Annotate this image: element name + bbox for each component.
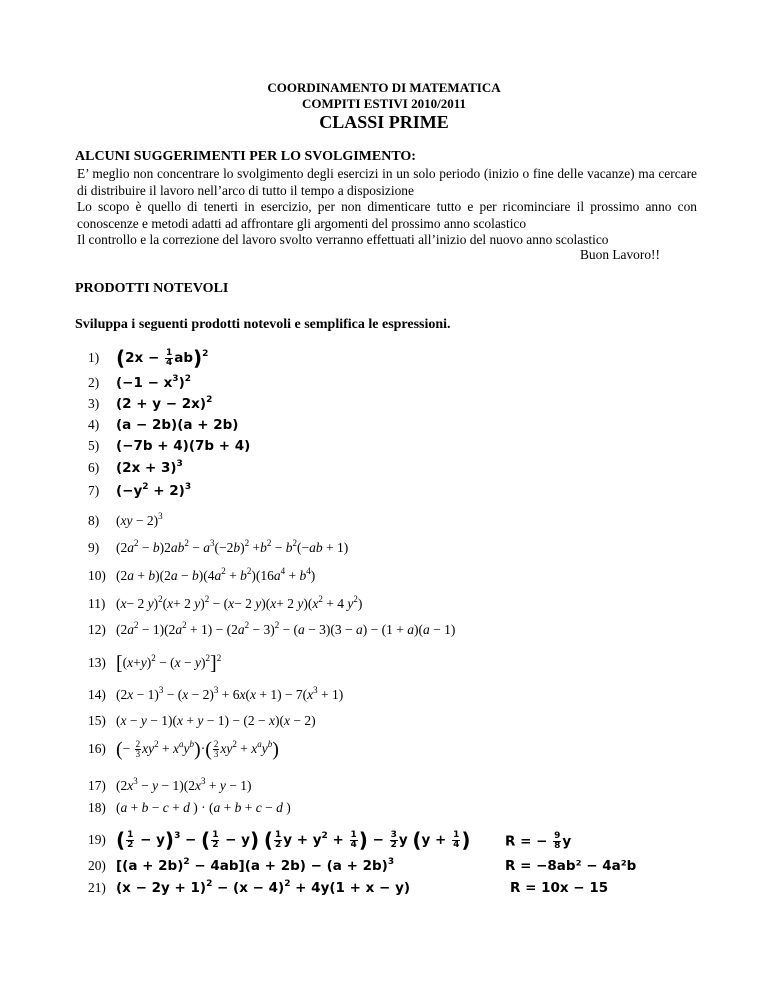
exercise-8: 8) (xy − 2)$^3$	[88, 511, 163, 528]
suggestions-title: ALCUNI SUGGERIMENTI PER LO SVOLGIMENTO:	[75, 149, 416, 164]
header-assignment: COMPITI ESTIVI 2010/2011	[302, 96, 466, 111]
exercise-3: 3) $(2 + y - 2x)^2$	[88, 395, 213, 412]
exercise-20: 20) $[(a + 2b)^2 - 4ab](a + 2b) - (a + 2b)^3$	[88, 857, 395, 874]
exercise-6: 6) $(2x + 3)^3$	[88, 459, 183, 476]
suggestion-paragraph-3: Il controllo e la correzione del lavoro svolto verranno effettuati all’inizio del nuovo anno scolastico	[77, 232, 609, 247]
exercise-19: 19) ( $\frac{1}{2}$ − y)$^3$ − ( $\frac{1}{2}$ − y) ( $\frac{1}{2}$ $y + y^2$ + $\frac{1}{4}$ ) − $\frac{3}{2}$ y (y + $\frac{1}{4}$ )	[88, 828, 471, 852]
closing-greeting: Buon Lavoro!!	[580, 247, 660, 262]
suggestion-paragraph-2: Lo scopo è quello di tenerti in esercizio, per non dimenticare tutto e per ricominciare il prossimo anno con conoscenze e metodi adatti ad affrontare gli argomenti del prossimo anno scolastico	[77, 199, 697, 231]
exercise-16: 16) (− $\frac{2}{3}$ $xy^2 + x^ay^b)\cdot$( $\frac{2}{3}$ $xy^2 + x^ay^b$)	[88, 738, 279, 760]
exercise-10: 10) $(2a + b)(2a - b)(4a^2 + b^2)(16a^4 + b^4)$	[88, 566, 316, 583]
result-21: R = 10x − 15	[510, 880, 609, 896]
result-19: R = − $\frac{9}{8}$ y	[505, 831, 572, 851]
section-title: PRODOTTI NOTEVOLI	[75, 281, 229, 296]
exercise-17: 17) $(2x^3 - y - 1)(2x^3 + y - 1)$	[88, 776, 252, 793]
result-20: R = −8ab² − 4a²b	[505, 858, 637, 874]
header-department: COORDINAMENTO DI MATEMATICA	[267, 80, 501, 95]
suggestion-paragraph-1: E’ meglio non concentrare lo svolgimento degli esercizi in un solo periodo (inizio o fine delle vacanze) ma cercare di distribuire il lavoro nell’arco di tutto il tempo a disposizione	[77, 166, 697, 198]
exercise-4: 4) (a − 2b)(a + 2b)	[88, 417, 239, 433]
exercise-7: 7) $(-y^2 + 2)^3$	[88, 482, 192, 499]
header-class: CLASSI PRIME	[319, 112, 449, 132]
exercise-11: 11) (x− 2 y)$^2$(x+ 2 y)$^2$ − (x− 2 y)(x+ 2 $y)(x^2 + 4$ $y^2$)	[88, 594, 363, 611]
section-instruction: Sviluppa i seguenti prodotti notevoli e semplifica le espressioni.	[75, 317, 451, 332]
exercise-1: 1) (2x − $\frac{1}{4}$ ab)$^2$	[88, 346, 209, 370]
exercise-13: 13) $[(x+y)^2 - (x - y)^2]^2$	[88, 652, 222, 674]
exercise-2: 2) $(-1 - x^3)^2$	[88, 374, 191, 391]
exercise-9: 9) $(2a^2 - b)2ab^2 - a^3(-2b)^2 +b^2 - b^2(-ab + 1)$	[88, 538, 349, 555]
exercise-12: 12) $(2a^2 - 1)(2a^2 + 1) - (2a^2 - 3)^2 - (a - 3)(3 - a) - (1 + a)(a - 1)$	[88, 620, 456, 637]
exercise-18: 18) (a + b − c + d ) · (a + b + c − d )	[88, 800, 291, 815]
exercise-21: 21) $(x - 2y + 1)^2 - (x - 4)^2 + 4y(1 + x - y)$	[88, 879, 411, 896]
exercise-14: 14) $(2x - 1)^3 - (x - 2)^3 + 6x(x + 1) - 7(x^3 + 1)$	[88, 685, 344, 702]
exercise-5: 5) (−7b + 4)(7b + 4)	[88, 438, 251, 454]
exercise-15: 15) (x − y − 1)(x + y − 1) − (2 − x)(x − 2)	[88, 713, 316, 728]
